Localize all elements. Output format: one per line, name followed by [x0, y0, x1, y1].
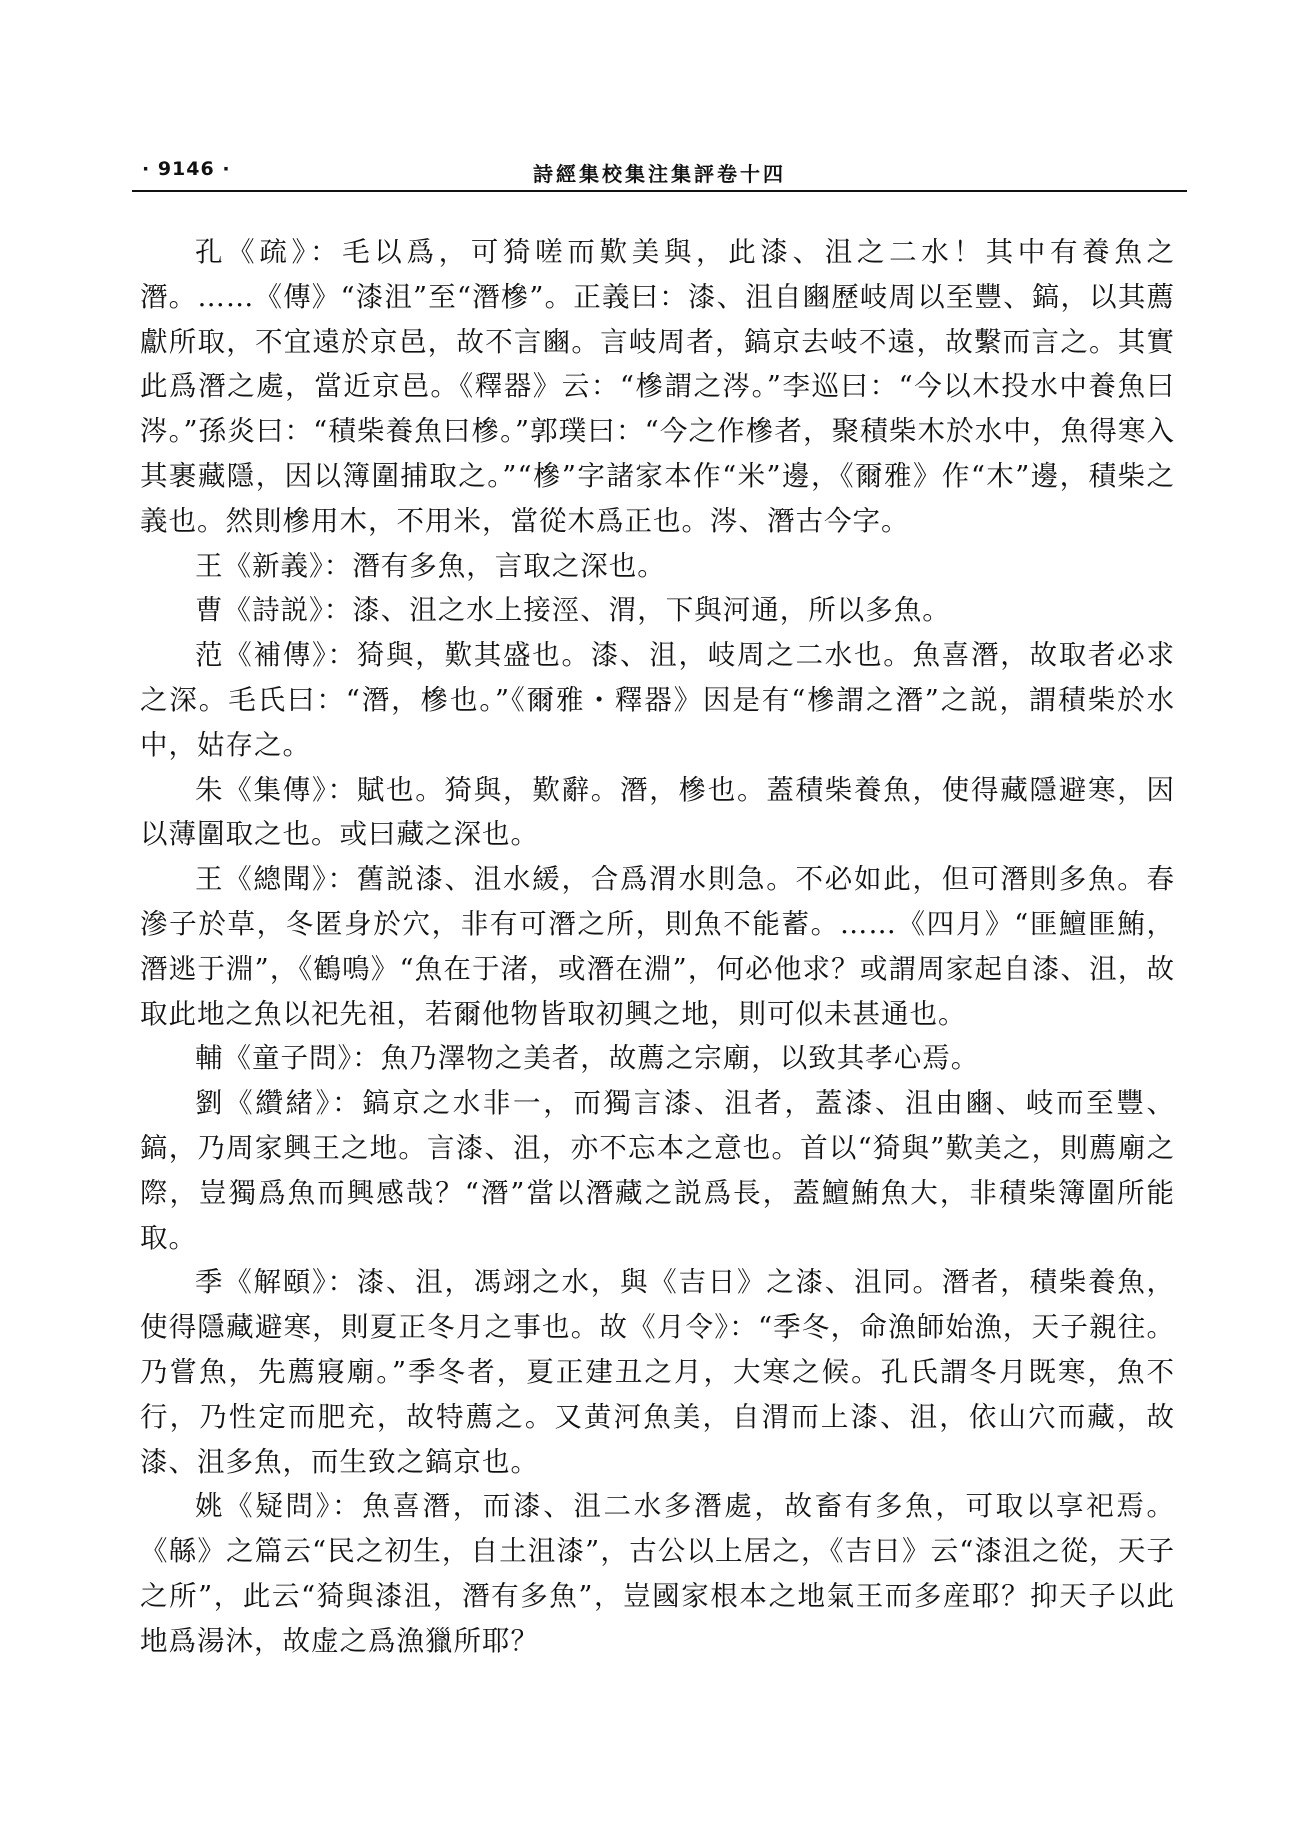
commentary-paragraph-liu-zuanxu: 劉《纘緒》：鎬京之水非一，而獨言漆、沮者，蓋漆、沮由豳、岐而至豐、鎬，乃周家興王之地。言漆、沮，亦不忘本之意也。首以“猗與”歎美之，則薦廟之際，豈獨爲魚而興感哉？“潛”當以潛藏之説爲長，蓋鱣鮪魚大，非積柴簿圍所能取。 — [140, 1087, 1175, 1254]
commentary-paragraph-cao-shishuo: 曹《詩説》：漆、沮之水上接涇、渭，下與河通，所以多魚。 — [195, 594, 951, 627]
commentary-paragraph-kong-shu: 孔《疏》：毛以爲，可猗嗟而歎美與，此漆、沮之二水！其中有養魚之潛。……《傳》“漆沮”至“潛槮”。正義曰：漆、沮自豳歷岐周以至豐、鎬，以其薦獻所取，不宜遠於京邑，故不言豳。言岐周者，鎬京去岐不遠，故繫而言之。其實此爲潛之處，當近京邑。《釋器》云：“槮謂之涔。”李巡曰：“今以木投水中養魚曰涔。”孫炎曰：“積柴養魚曰槮。”郭璞曰：“今之作槮者，聚積柴木於水中，魚得寒入其裹藏隱，因以簿圍捕取之。”“槮”字諸家本作“米”邊，《爾雅》作“木”邊，積柴之義也。然則槮用木，不用米，當從木爲正也。涔、潛古今字。 — [140, 236, 1175, 537]
commentary-paragraph-fu-tongziwen: 輔《童子問》：魚乃澤物之美者，故薦之宗廟，以致其孝心焉。 — [195, 1042, 980, 1075]
commentary-paragraph-fan-buzhuan: 范《補傳》：猗與，歎其盛也。漆、沮，岐周之二水也。魚喜潛，故取者必求之深。毛氏曰：“潛，槮也。”《爾雅・釋器》因是有“槮謂之潛”之説，謂積柴於水中，姑存之。 — [140, 639, 1175, 761]
commentary-paragraph-zhu-jizhuan: 朱《集傳》：賦也。猗與，歎辭。潛，槮也。蓋積柴養魚，使得藏隱避寒，因以薄圍取之也。或曰藏之深也。 — [140, 773, 1175, 851]
commentary-paragraph-yao-yiwen: 姚《疑問》：魚喜潛，而漆、沮二水多潛處，故畜有多魚，可取以享祀焉。《緜》之篇云“民之初生，自土沮漆”，古公以上居之，《吉日》云“漆沮之從，天子之所”，此云“猗與漆沮，潛有多魚”，豈國家根本之地氣王而多産耶？抑天子以此地爲湯沐，故虚之爲漁獵所耶？ — [140, 1490, 1175, 1657]
header-rule — [132, 190, 1187, 192]
commentary-body — [140, 230, 1175, 1664]
commentary-paragraph-wang-zongwen: 王《總聞》：舊説漆、沮水緩，合爲渭水則急。不必如此，但可潛則多魚。春滲子於草，冬匿身於穴，非有可潛之所，則魚不能蓄。……《四月》“匪鱣匪鮪，潛逃于淵”，《鶴鳴》“魚在于渚，或潛在淵”，何必他求？或謂周家起自漆、沮，故取此地之魚以祀先祖，若爾他物皆取初興之地，則可似未甚通也。 — [140, 863, 1175, 1030]
commentary-paragraph-wang-xinyi: 王《新義》：潛有多魚，言取之深也。 — [195, 549, 666, 582]
running-header — [132, 158, 1187, 186]
book-title: 詩經集校集注集評卷十四 — [533, 162, 786, 186]
commentary-paragraph-ji-jieyi: 季《解頤》：漆、沮，馮翊之水，與《吉日》之漆、沮同。潛者，積柴養魚，使得隱藏避寒，則夏正冬月之事也。故《月令》：“季冬，命漁師始漁，天子親往。乃嘗魚，先薦寢廟。”季冬者，夏正建丑之月，大寒之候。孔氏謂冬月既寒，魚不行，乃性定而肥充，故特薦之。又黄河魚美，自渭而上漆、沮，依山穴而藏，故漆、沮多魚，而生致之鎬京也。 — [140, 1266, 1175, 1478]
page-number: · 9146 · — [142, 158, 231, 180]
